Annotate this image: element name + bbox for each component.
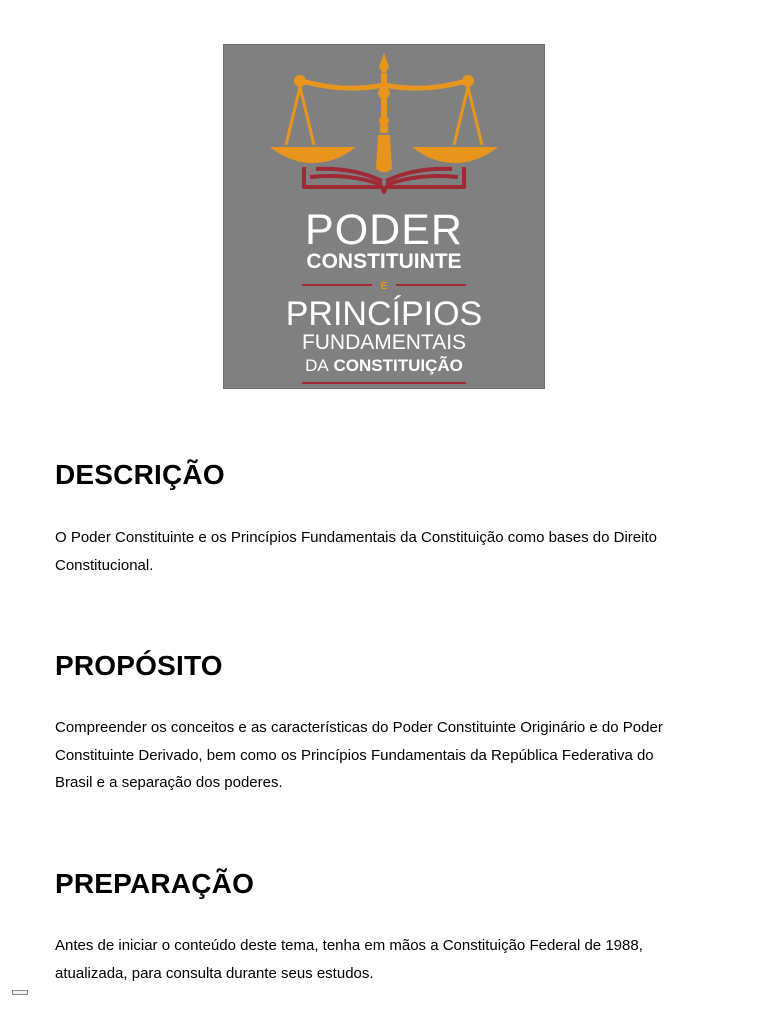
page-scroll-marker[interactable] bbox=[12, 990, 28, 995]
paragraph-line: Compreender os conceitos e as características do Poder Constituinte Originário e do Poder bbox=[55, 719, 663, 736]
paragraph-line: Antes de iniciar o conteúdo deste tema, tenha em mãos a Constituição Federal de 1988, bbox=[55, 937, 643, 954]
paragraph-line: Brasil e a separação dos poderes. bbox=[55, 774, 283, 791]
heading-proposito: PROPÓSITO bbox=[55, 650, 223, 681]
cover-title-constituinte: CONSTITUINTE bbox=[306, 250, 462, 273]
scales-of-justice-icon bbox=[270, 53, 498, 172]
paragraph-line: Constituinte Derivado, bem como os Princípios Fundamentais da República Federativa do bbox=[55, 746, 654, 764]
paragraph-preparacao bbox=[55, 932, 715, 987]
paragraph-descricao bbox=[55, 524, 715, 579]
cover-title-connector: E bbox=[380, 281, 388, 292]
cover-title-da-constituicao bbox=[305, 355, 463, 375]
cover-title-poder: PODER bbox=[305, 206, 463, 254]
cover-illustration bbox=[224, 45, 544, 388]
cover-title-constituicao: CONSTITUIÇÃO bbox=[333, 356, 463, 375]
heading-preparacao: PREPARAÇÃO bbox=[55, 868, 255, 899]
paragraph-line: Constitucional. bbox=[55, 556, 154, 574]
cover-title-da: DA bbox=[305, 356, 329, 375]
paragraph-line: atualizada, para consulta durante seus estudos. bbox=[55, 964, 374, 982]
paragraph-line: O Poder Constituinte e os Princípios Fundamentais da Constituição como bases do Direito bbox=[55, 529, 657, 546]
cover-title bbox=[286, 206, 482, 383]
paragraph-proposito bbox=[55, 714, 715, 797]
cover-image bbox=[223, 44, 545, 389]
cover-title-principios: PRINCÍPIOS bbox=[285, 295, 483, 333]
cover-title-fundamentais: FUNDAMENTAIS bbox=[301, 331, 467, 354]
heading-descricao: DESCRIÇÃO bbox=[55, 459, 225, 490]
